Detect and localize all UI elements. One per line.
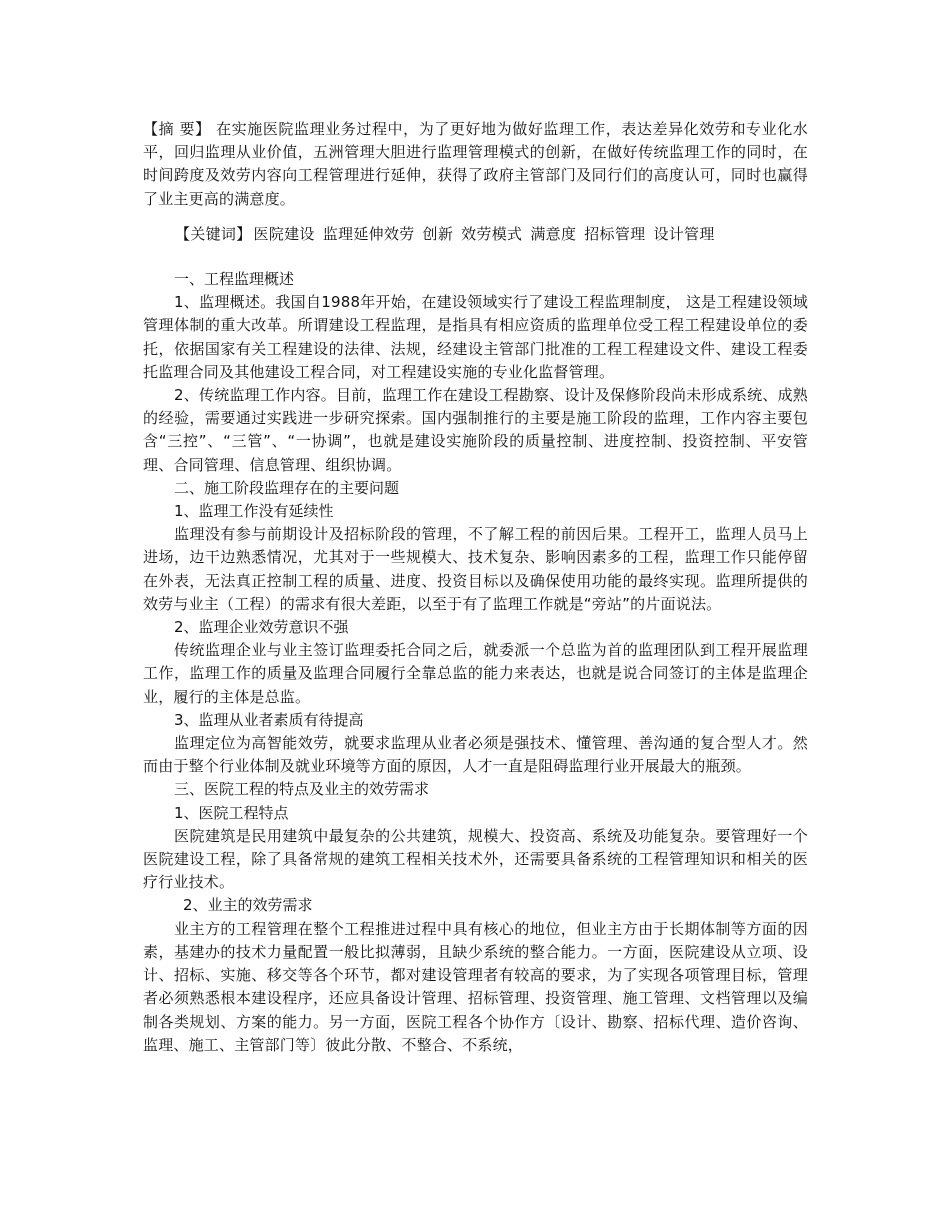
section-2-paragraph-3: 监理定位为高智能效劳，就要求监理从业者必须是强技术、懂管理、善沟通的复合型人才。然而由于整个行业体制及就业环境等方面的原因，人才一直是阻碍监理行业开展最大的瓶颈。: [143, 734, 808, 776]
section-3-heading-1: 1、医院工程特点: [174, 803, 289, 822]
section-3-paragraph-1: 医院建筑是民用建筑中最复杂的公共建筑，规模大、投资高、系统及功能复杂。要管理好一个医院建设工程，除了具备常规的建筑工程相关技术外，还需要具备系统的工程管理知识和相关的医疗行业技术。: [143, 826, 808, 892]
section-1-title: 一、工程监理概述: [174, 270, 295, 288]
keyword-item: 创新: [422, 225, 454, 243]
section-1-paragraph-1: 1、监理概述。我国自1988年开始，在建设领域实行了建设工程监理制度， 这是工程建设领域管理体制的重大改革。所谓建设工程监理，是指具有相应资质的监理单位受工程工程建设单位的委托，依据国家有关工程建设的法律、法规，经建设主管部门批准的工程工程建设文件、建设工程委托监理合同及其他建设工程合同，对工程建设实施的专业化监督管理。: [143, 293, 808, 381]
section-3-paragraph-2: 业主方的工程管理在整个工程推进过程中具有核心的地位，但业主方由于长期体制等方面的因素，基建办的技术力量配置一般比拟薄弱，且缺少系统的整合能力。一方面，医院建设从立项、设计、招标、实施、移交等各个环节，都对建设管理者有较高的要求，为了实现各项管理目标，管理者必须熟悉根本建设程序，还应具备设计管理、招标管理、投资管理、施工管理、文档管理以及编制各类规划、方案的能力。另一方面，医院工程各个协作方〔设计、勘察、招标代理、造价咨询、监理、施工、主管部门等〕彼此分散、不整合、不系统，: [143, 919, 808, 1054]
keywords-paragraph: [143, 223, 808, 246]
keywords-label: 【关键词】: [175, 225, 252, 243]
section-1-paragraph-2: 2、传统监理工作内容。目前，监理工作在建设工程勘察、设计及保修阶段尚未形成系统、成熟的经验，需要通过实践进一步研究探索。国内强制推行的主要是施工阶段的监理，工作内容主要包含“三控”、“三管”、“一协调”，也就是建设实施阶段的质量控制、进度控制、投资控制、平安管理、合同管理、信息管理、组织协调。: [143, 386, 808, 474]
keyword-item: 监理延伸效劳: [322, 225, 415, 243]
keywords-line: [143, 223, 808, 246]
abstract-label: 【摘 要】: [143, 120, 211, 138]
keyword-item: 招标管理: [584, 225, 646, 243]
section-2-heading-1: 1、监理工作没有延续性: [174, 502, 334, 521]
body: [143, 268, 808, 1057]
section-2-title: 二、施工阶段监理存在的主要问题: [174, 478, 400, 497]
section-2-paragraph-2: 传统监理企业与业主签订监理委托合同之后，就委派一个总监为首的监理团队到工程开展监理工作，监理工作的质量及监理合同履行全靠总监的能力来表达，也就是说合同签订的主体是监理企业，履行的主体是总监。: [143, 641, 808, 706]
section-3-title: 三、医院工程的特点及业主的效劳需求: [174, 780, 430, 799]
abstract: [143, 118, 808, 211]
section-2-heading-2: 2、监理企业效劳意识不强: [174, 618, 349, 637]
abstract-paragraph: [143, 118, 808, 211]
section-2-heading-3: 3、监理从业者素质有待提高: [174, 710, 364, 729]
keyword-item: 满意度: [530, 225, 577, 243]
keyword-item: 设计管理: [653, 225, 715, 243]
abstract-text: 在实施医院监理业务过程中，为了更好地为做好监理工作，表达差异化效劳和专业化水平，回归监理从业价值，五洲管理大胆进行监理管理模式的创新，在做好传统监理工作的同时，在时间跨度及效劳内容向工程管理进行延伸，获得了政府主管部门及同行们的高度认可，同时也赢得了业主更高的满意度。: [143, 120, 808, 208]
section-3-heading-2: 2、业主的效劳需求: [183, 896, 313, 915]
keyword-item: 医院建设: [253, 225, 315, 243]
keyword-item: 效劳模式: [461, 225, 523, 243]
section-2-paragraph-1: 监理没有参与前期设计及招标阶段的管理，不了解工程的前因后果。工程开工，监理人员马上进场，边干边熟悉情况，尤其对于一些规模大、技术复杂、影响因素多的工程，监理工作只能停留在外表，无法真正控制工程的质量、进度、投资目标以及确保使用功能的最终实现。监理所提供的效劳与业主（工程）的需求有很大差距，以至于有了监理工作就是“旁站”的片面说法。: [143, 525, 808, 613]
